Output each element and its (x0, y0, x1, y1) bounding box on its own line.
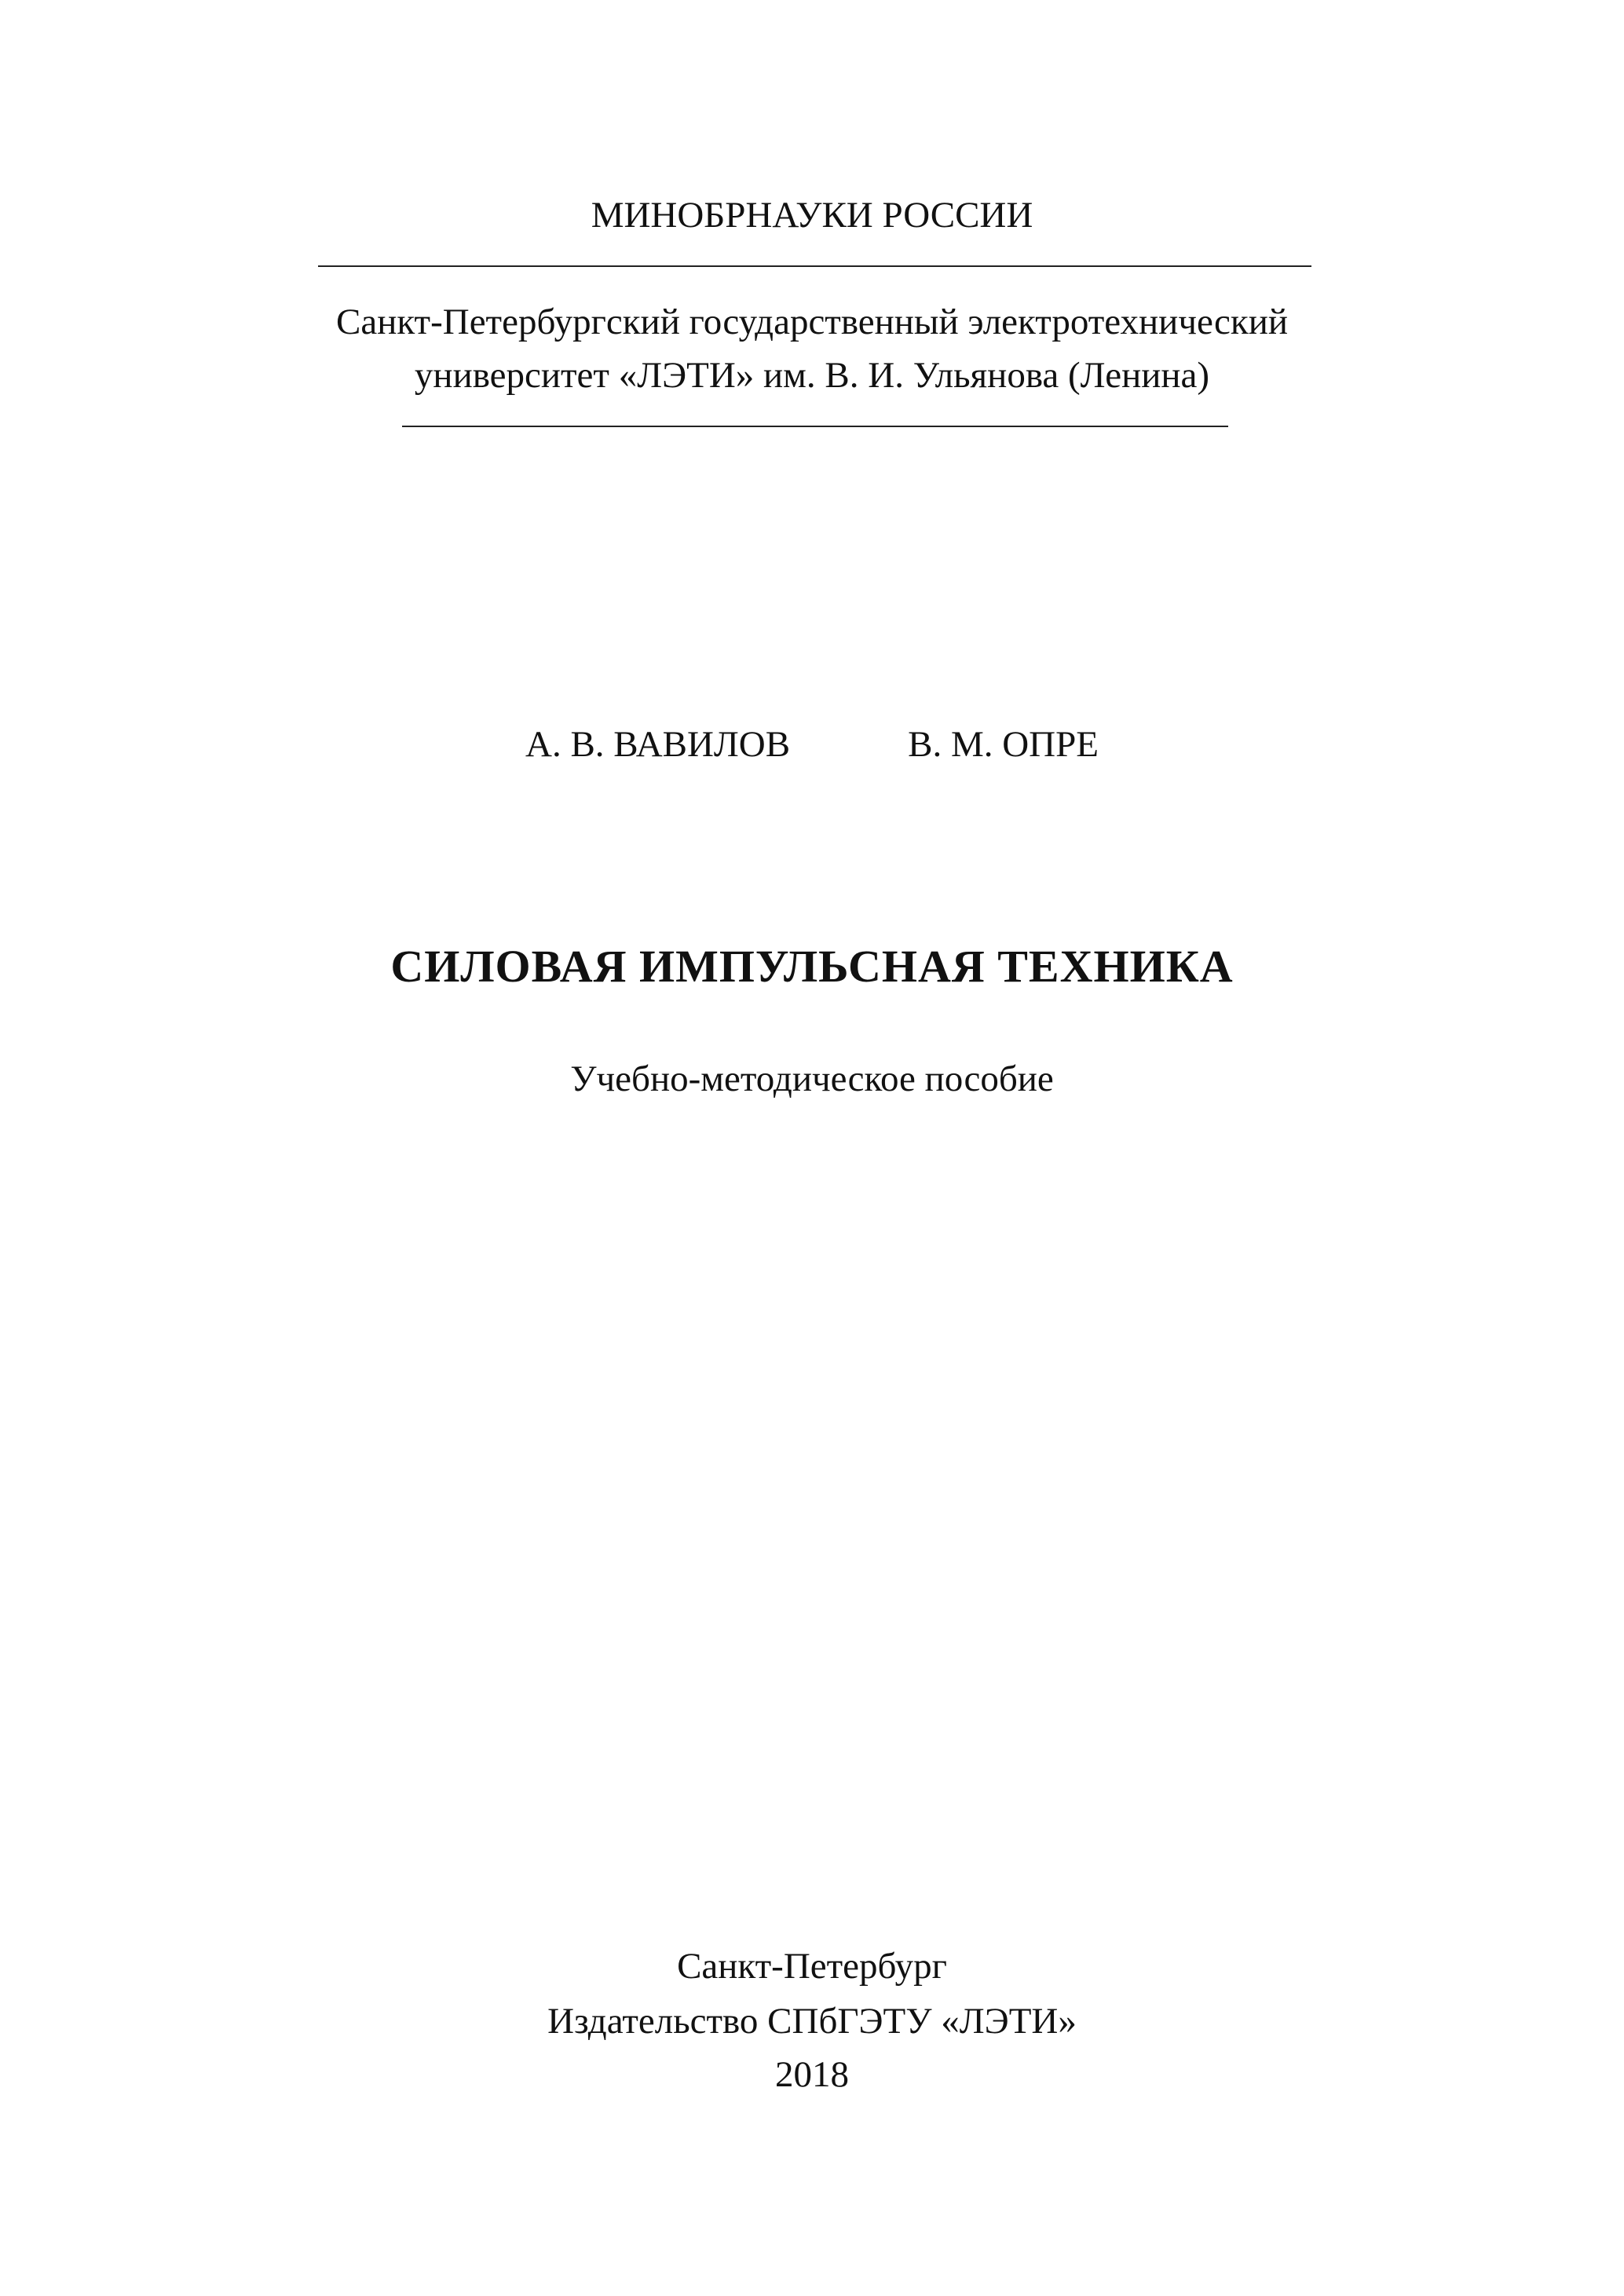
author-2: В. М. ОПРЕ (908, 724, 1099, 765)
imprint-publisher: Издательство СПбГЭТУ «ЛЭТИ» (547, 2001, 1077, 2042)
authors (0, 721, 1624, 768)
author-1: А. В. ВАВИЛОВ (525, 724, 791, 765)
university-name-line-1: Санкт-Петербургский государственный электротехнический (335, 302, 1289, 342)
divider-bottom (402, 426, 1228, 427)
ministry-heading: МИНОБРНАУКИ РОССИИ (591, 195, 1033, 236)
imprint-year: 2018 (775, 2054, 849, 2095)
book-subtitle: Учебно-методическое пособие (570, 1058, 1054, 1099)
imprint-city: Санкт-Петербург (677, 1946, 947, 1987)
university-name-line-2: университет «ЛЭТИ» им. В. И. Ульянова (Ленина) (414, 355, 1210, 396)
book-title: СИЛОВАЯ ИМПУЛЬСНАЯ ТЕХНИКА (390, 941, 1234, 992)
divider-top (318, 265, 1311, 267)
